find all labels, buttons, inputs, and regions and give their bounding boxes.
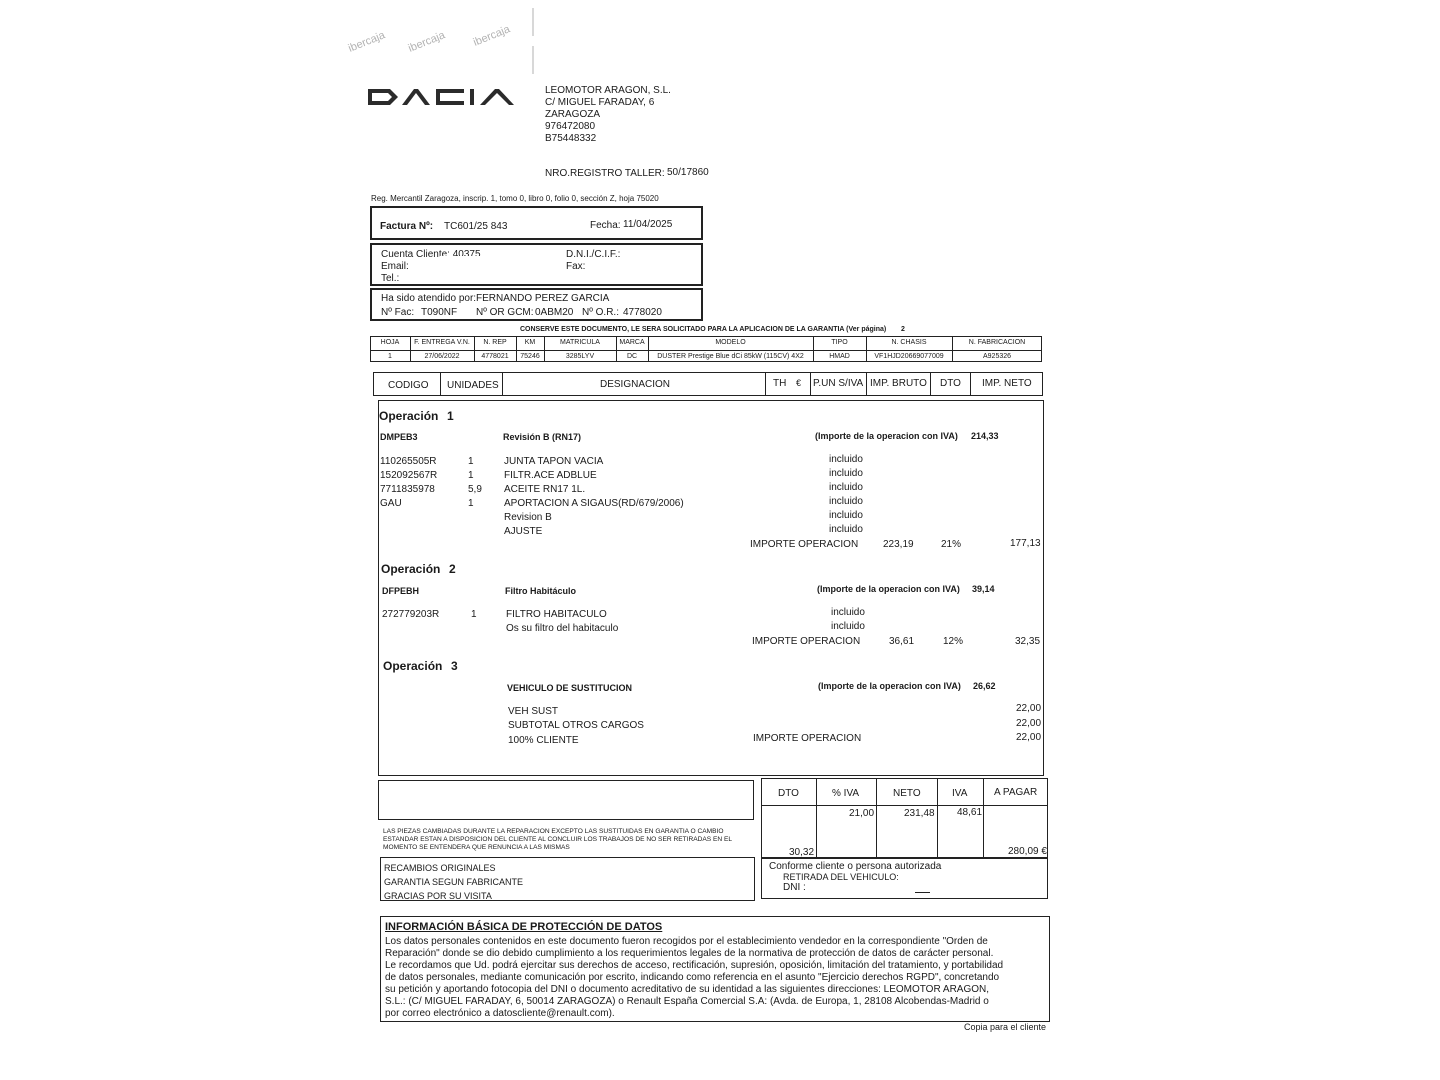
op2-iva-label: (Importe de la operacion con IVA) [817, 584, 960, 594]
registry-label: NRO.REGISTRO TALLER: [545, 168, 665, 179]
vehicle-value: 3285LYV [565, 353, 595, 360]
privacy-line: S.L.: (C/ MIGUEL FARADAY, 6, 50014 ZARAGOZA) o Renault España Comercial S.A: (Avda. de Europa, 1, 28108 Alcobendas-Madrid o [385, 996, 989, 1007]
op2-importe-label: IMPORTE OPERACION [752, 636, 861, 647]
privacy-line: Reparación" donde se dio debido cumplimiento a los requerimientos legales de la normativa de protección de datos de carácter personal. [385, 948, 994, 959]
privacy-line: Le recordamos que Ud. podrá ejercitar sus derechos de acceso, rectificación, supresión, oposición, limitación del tratamiento, y portabilidad [385, 960, 1004, 971]
op-line-desc: JUNTA TAPON VACIA [504, 456, 604, 467]
vehicle-header: MARCA [619, 339, 645, 346]
bank-stamp [340, 6, 540, 86]
op-line-desc: AJUSTE [504, 526, 543, 537]
parts-notice: LAS PIEZAS CAMBIADAS DURANTE LA REPARACION EXCEPTO LAS SUSTITUIDAS EN GARANTIA O CAMBIO ESTANDAR ESTAN A DISPOSICION DEL CLIENTE AL CONCLUIR LOS TRABAJOS DE NO SER RETIRADAS EN EL MOMENTO SE ENTENDERA QUE RENUNCIA A LAS MISMAS [383, 828, 732, 851]
op1-bruto: 223,19 [883, 539, 914, 550]
svg-text:ibercaja: ibercaja [406, 29, 447, 55]
op3-iva-label: (Importe de la operacion con IVA) [818, 681, 961, 691]
privacy-line: de datos personales, mediante comunicación por escrito, indicando como referencia en el asunto "Ejercicio derechos RGPD", concretando [385, 972, 1000, 983]
vehicle-header: F. ENTREGA V.N. [414, 339, 470, 346]
op2-num: 2 [449, 562, 456, 576]
totals-h-neto: NETO [893, 788, 921, 799]
op-line-code: GAU [380, 498, 402, 509]
totals-h-iva-pct: % IVA [832, 788, 860, 799]
vehicle-header: KM [524, 339, 536, 346]
vehicle-value: 27/06/2022 [424, 353, 460, 360]
op-line-status: incluido [829, 482, 863, 493]
dealer-city: ZARAGOZA [545, 109, 601, 120]
op1-iva-value: 214,33 [971, 431, 999, 441]
vehicle-value: 75246 [520, 353, 540, 360]
op-line-status: incluido [829, 496, 863, 507]
op-line-desc: FILTRO HABITACULO [506, 609, 607, 620]
col-pun: P.UN S/IVA [813, 378, 864, 389]
col-neto: IMP. NETO [982, 378, 1032, 389]
op3-line-3-neto: 22,00 [1016, 732, 1042, 743]
col-dto: DTO [940, 378, 961, 389]
op2-name: Filtro Habitáculo [505, 586, 577, 596]
op-line-status: incluido [831, 621, 865, 632]
op-line-status: incluido [831, 607, 865, 618]
vehicle-header: TIPO [831, 339, 848, 346]
client-dni: D.N.I./C.I.F.: [566, 249, 621, 260]
col-codigo: CODIGO [388, 380, 429, 391]
op-line-desc: APORTACION A SIGAUS(RD/679/2006) [504, 498, 684, 509]
conforme-retirada: RETIRADA DEL VEHICULO: [783, 872, 899, 882]
registry-value: 50/17860 [667, 167, 709, 178]
op1-num: 1 [447, 409, 454, 423]
op2-code: DFPEBH [382, 586, 420, 596]
nfac-value: T090NF [421, 307, 458, 318]
col-unidades: UNIDADES [447, 380, 499, 391]
totals-a-pagar: 280,09 € [1008, 846, 1047, 857]
op-line-desc: ACEITE RN17 1L. [504, 484, 586, 495]
totals-iva: 48,61 [957, 807, 983, 818]
totals-h-pagar: A PAGAR [994, 787, 1038, 798]
dealer-cif: B75448332 [545, 133, 597, 144]
op-line-units: 1 [471, 609, 477, 620]
op-line-status: incluido [829, 524, 863, 535]
conserve-notice: CONSERVE ESTE DOCUMENTO, LE SERA SOLICITADO PARA LA APLICACION DE LA GARANTIA (Ver página) [520, 326, 887, 333]
op2-dto: 12% [943, 636, 964, 647]
op-line-status: incluido [829, 510, 863, 521]
or-gcm-value: 0ABM20 [535, 307, 574, 318]
totals-h-iva: IVA [952, 788, 968, 799]
op-line-status: incluido [829, 454, 863, 465]
col-euro: € [796, 378, 802, 388]
op3-title: Operación [383, 659, 443, 673]
factura-number: TC601/25 843 [444, 221, 508, 232]
op-line-desc: Os su filtro del habitaculo [506, 623, 619, 634]
client-email: Email: [381, 261, 409, 272]
factura-label: Factura Nº: [380, 221, 434, 232]
op2-iva-value: 39,14 [972, 584, 995, 594]
footer-line-3: GRACIAS POR SU VISITA [384, 891, 492, 901]
footer-line-2: GARANTIA SEGUN FABRICANTE [384, 877, 524, 887]
svg-text:ibercaja: ibercaja [346, 29, 387, 55]
op-line-code: 110265505R [380, 456, 437, 467]
dealer-street: C/ MIGUEL FARADAY, 6 [545, 97, 655, 108]
or-value: 4778020 [623, 307, 662, 318]
op-line-code: 272779203R [382, 609, 440, 620]
mercantil-registry: Reg. Mercantil Zaragoza, inscrip. 1, tomo 0, libro 0, folio 0, sección Z, hoja 75020 [371, 194, 659, 203]
conforme-label: Conforme cliente o persona autorizada [769, 861, 942, 872]
op-line-units: 1 [468, 470, 474, 481]
vehicle-value: VF1HJD20669077009 [874, 353, 944, 360]
totals-iva-pct: 21,00 [849, 808, 875, 819]
vehicle-header: N. REP [483, 339, 507, 346]
op1-iva-label: (Importe de la operacion con IVA) [815, 431, 958, 441]
op-line-desc: FILTR.ACE ADBLUE [504, 470, 597, 481]
dacia-logo [368, 86, 534, 108]
op-line-status: incluido [829, 468, 863, 479]
vehicle-value: HMAD [829, 353, 850, 360]
op2-bruto: 36,61 [889, 636, 915, 647]
op3-iva-value: 26,62 [973, 681, 996, 691]
footer-line-1: RECAMBIOS ORIGINALES [384, 863, 496, 873]
privacy-line: por correo electrónico a datoscliente@renault.com). [385, 1008, 615, 1019]
vehicle-value: A925326 [982, 353, 1012, 360]
totals-neto: 231,48 [904, 808, 935, 819]
vehicle-value: DUSTER Prestige Blue dCi 85kW (115CV) 4X2 [657, 353, 804, 360]
conserve-page: 2 [901, 326, 905, 333]
col-th: TH [773, 378, 787, 389]
op3-line-1: VEH SUST [508, 706, 559, 717]
op3-line-1-neto: 22,00 [1016, 703, 1042, 714]
vehicle-value: 1 [388, 353, 392, 360]
privacy-line: Los datos personales contenidos en este documento fueron recogidos por el establecimiento vendedor en la correspondiente "Orden de [385, 936, 988, 947]
op3-line-2-neto: 22,00 [1016, 718, 1042, 729]
op1-dto: 21% [941, 539, 962, 550]
dealer-phone: 976472080 [545, 121, 596, 132]
op1-title: Operación [379, 409, 439, 423]
or-label: Nº O.R.: [582, 307, 619, 318]
vehicle-value: DC [626, 353, 638, 360]
op-line-units: 1 [468, 456, 474, 467]
op1-importe-label: IMPORTE OPERACION [750, 539, 859, 550]
svg-text:ibercaja: ibercaja [471, 23, 512, 49]
op3-line-3: 100% CLIENTE [508, 735, 579, 746]
client-account: Cuenta Cliente: 40375 [381, 249, 481, 260]
dealer-name: LEOMOTOR ARAGON, S.L. [545, 85, 671, 96]
privacy-line: su petición y aportando fotocopia del DNI o documento acreditativo de su identidad a las siguientes direcciones: LEOMOTOR ARAGON, [385, 984, 990, 995]
blank-box [378, 780, 754, 820]
nfac-label: Nº Fac: [381, 307, 415, 318]
attended-name: FERNANDO PEREZ GARCIA [476, 293, 610, 304]
op-line-units: 5,9 [468, 484, 482, 495]
client-tel: Tel.: [381, 273, 400, 284]
fecha-label: Fecha: [590, 220, 621, 231]
op2-title: Operación [381, 562, 441, 576]
attended-label: Ha sido atendido por: [381, 293, 477, 304]
op2-neto: 32,35 [1015, 636, 1041, 647]
op3-num: 3 [451, 659, 458, 673]
vehicle-header: N. CHASIS [891, 339, 927, 346]
fecha-value: 11/04/2025 [623, 219, 673, 230]
op3-name: VEHICULO DE SUSTITUCION [507, 683, 633, 693]
op1-name: Revisión B (RN17) [503, 432, 582, 442]
op-line-code: 7711835978 [380, 484, 435, 495]
vehicle-header: N. FABRICACION [968, 339, 1026, 346]
col-bruto: IMP. BRUTO [870, 378, 927, 389]
col-designacion: DESIGNACION [600, 379, 671, 390]
totals-dto: 30,32 [789, 847, 815, 858]
totals-h-dto: DTO [778, 788, 799, 799]
redaction [440, 256, 530, 260]
op-line-desc: Revision B [504, 512, 552, 523]
op-line-units: 1 [468, 498, 474, 509]
vehicle-header: MATRICULA [560, 339, 600, 346]
privacy-title: INFORMACIÓN BÁSICA DE PROTECCIÓN DE DATOS [385, 921, 663, 933]
op1-neto: 177,13 [1010, 538, 1041, 549]
op3-line-2: SUBTOTAL OTROS CARGOS [508, 720, 644, 731]
or-gcm-label: Nº OR GCM: [476, 307, 534, 318]
op3-importe-label: IMPORTE OPERACION [753, 733, 862, 744]
op-line-code: 152092567R [380, 470, 438, 481]
op1-code: DMPEB3 [380, 432, 418, 442]
vehicle-header: HOJA [380, 339, 400, 346]
vehicle-header: MODELO [715, 339, 746, 346]
conforme-dni: DNI : [783, 882, 806, 893]
client-fax: Fax: [566, 261, 586, 272]
vehicle-value: 4778021 [481, 353, 509, 360]
copy-label: Copia para el cliente [964, 1022, 1047, 1032]
